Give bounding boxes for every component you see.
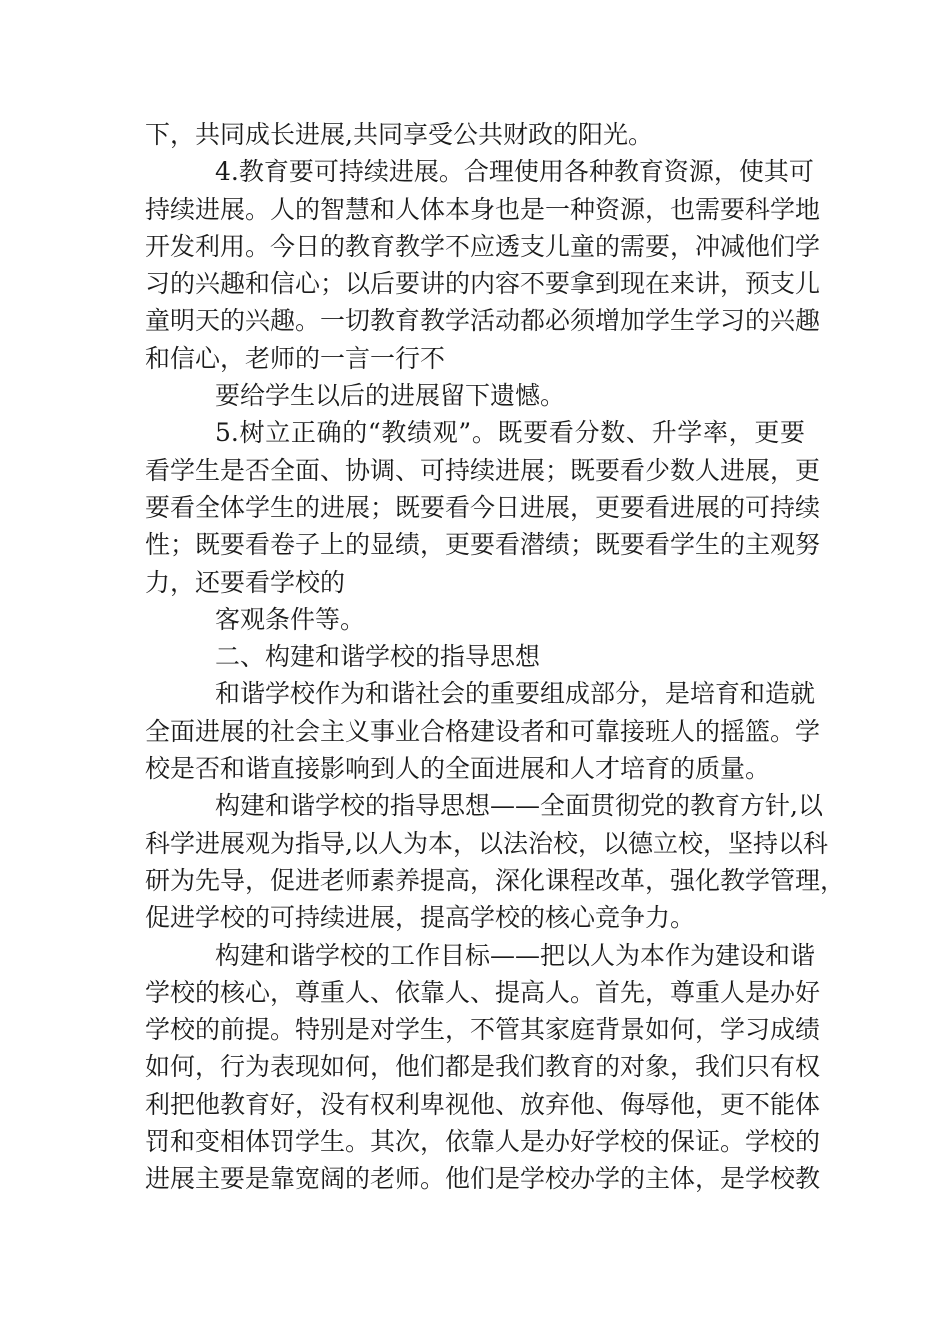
- text-line: 二、构建和谐学校的指导思想: [215, 642, 541, 672]
- text-line: 科学进展观为指导,以人为本，以法治校，以德立校，坚持以科: [145, 828, 828, 858]
- text-line: 开发利用。今日的教育教学不应透支儿童的需要，冲减他们学: [145, 231, 821, 261]
- document-body: [145, 116, 846, 1198]
- text-line: 看学生是否全面、协调、可持续进展；既要看少数人进展，更: [145, 455, 821, 485]
- text-line: 学校的核心，尊重人、依靠人、提高人。首先，尊重人是办好: [145, 977, 821, 1007]
- text-line: 校是否和谐直接影响到人的全面进展和人才培育的质量。: [145, 754, 771, 784]
- text-line: 力，还要看学校的: [145, 567, 346, 597]
- text-line: 学校的前提。特别是对学生，不管其家庭背景如何，学习成绩: [145, 1015, 821, 1045]
- text-line: 4.教育要可持续进展。合理使用各种教育资源，使其可: [215, 157, 814, 187]
- text-line: 罚和变相体罚学生。其次，依靠人是办好学校的保证。学校的: [145, 1127, 821, 1157]
- text-line: 构建和谐学校的工作目标——把以人为本作为建设和谐: [215, 940, 816, 970]
- text-line: 性；既要看卷子上的显绩，更要看潜绩；既要看学生的主观努: [145, 530, 821, 560]
- text-line: 要看全体学生的进展；既要看今日进展，更要看进展的可持续: [145, 492, 821, 522]
- text-line: 客观条件等。: [215, 604, 366, 634]
- text-line: 研为先导，促进老师素养提高，深化课程改革，强化教学管理，: [145, 865, 846, 895]
- text-line: 习的兴趣和信心；以后要讲的内容不要拿到现在来讲，预支儿: [145, 269, 821, 299]
- text-line: 进展主要是靠宽阔的老师。他们是学校办学的主体，是学校教: [145, 1164, 821, 1194]
- text-line: 下，共同成长进展,共同享受公共财政的阳光。: [145, 120, 653, 149]
- text-line: 如何，行为表现如何，他们都是我们教育的对象，我们只有权: [145, 1052, 821, 1082]
- text-line: 持续进展。人的智慧和人体本身也是一种资源，也需要科学地: [145, 194, 821, 224]
- text-line: 利把他教育好，没有权利卑视他、放弃他、侮辱他，更不能体: [145, 1089, 821, 1119]
- text-line: 全面进展的社会主义事业合格建设者和可靠接班人的摇篮。学: [145, 716, 821, 746]
- text-line: 童明天的兴趣。一切教育教学活动都必须增加学生学习的兴趣: [145, 306, 821, 336]
- text-line: 和谐学校作为和谐社会的重要组成部分，是培育和造就: [215, 679, 816, 709]
- text-line: 和信心，老师的一言一行不: [145, 343, 446, 373]
- text-line: 要给学生以后的进展留下遗憾。: [215, 381, 566, 411]
- text-line: 构建和谐学校的指导思想——全面贯彻党的教育方针,以: [215, 791, 823, 821]
- text-line: 5.树立正确的“教绩观”。既要看分数、升学率，更要: [215, 418, 805, 448]
- text-line: 促进学校的可持续进展，提高学校的核心竞争力。: [145, 903, 696, 933]
